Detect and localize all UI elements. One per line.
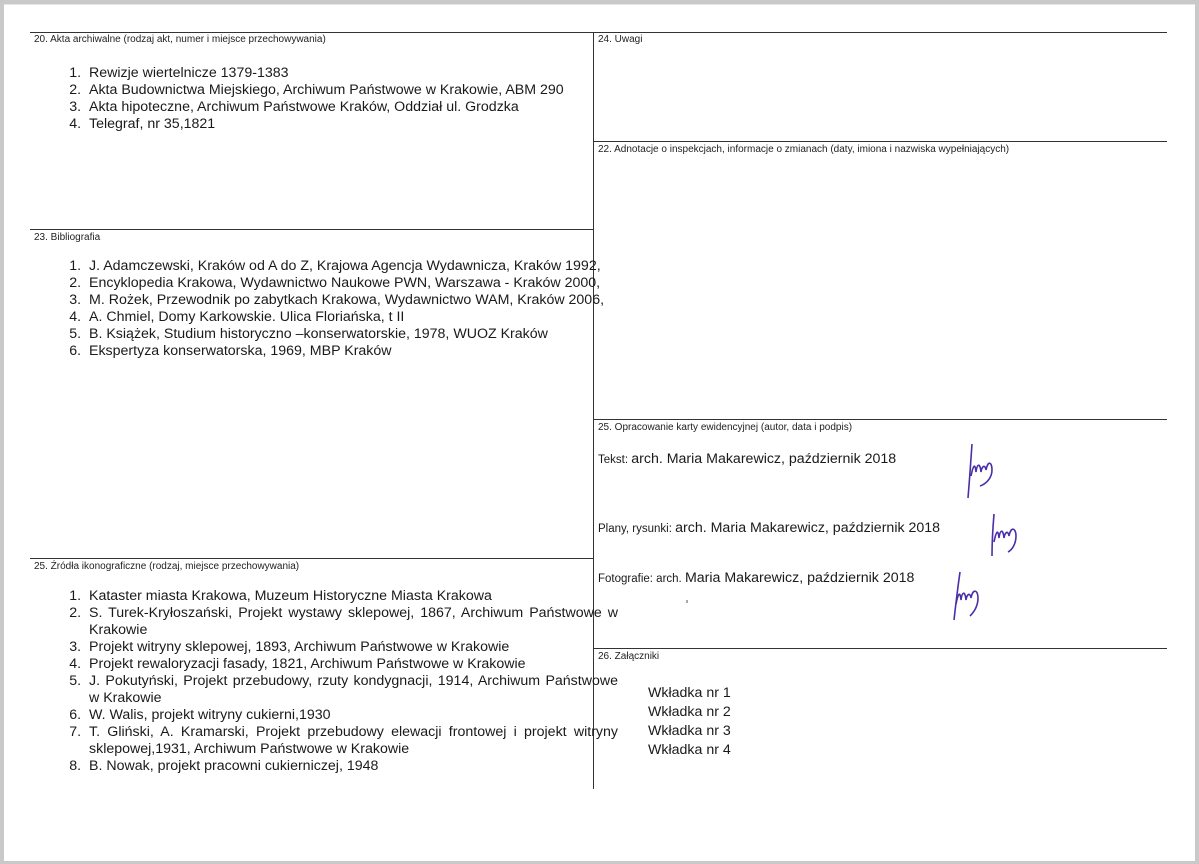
rule-iconographic — [30, 558, 593, 559]
bibliography-item: 5. B. Książek, Studium historyczno –konserwatorskie, 1978, WUOZ Kraków — [85, 326, 618, 343]
archive-item: 3. Akta hipoteczne, Archiwum Państwowe Kraków, Oddział ul. Grodzka — [85, 99, 618, 116]
iconographic-item: 5. J. Pokutyński, Projekt przebudowy, rzuty kondygnacji, 1914, Archiwum Państwowe w Krakowie — [85, 673, 618, 707]
attachment-item: Wkładka nr 3 — [648, 723, 731, 739]
photos-author-value: Maria Makarewicz, październik 2018 — [684, 570, 915, 586]
rule-annotations — [594, 141, 1167, 142]
bibliography-item: 1. J. Adamczewski, Kraków od A do Z, Krajowa Agencja Wydawnicza, Kraków 1992, — [85, 258, 618, 275]
signature-1 — [962, 436, 1012, 502]
bibliography-list — [30, 258, 618, 360]
bibliography-item: 3. M. Rożek, Przewodnik po zabytkach Krakowa, Wydawnictwo WAM, Kraków 2006, — [85, 292, 618, 309]
paper-speck — [686, 600, 688, 603]
photos-author-prefix: Fotografie: arch. — [598, 573, 685, 585]
text-author-prefix: Tekst: — [598, 454, 632, 466]
iconographic-item: 6. W. Walis, projekt witryny cukierni,1930 — [85, 707, 618, 724]
photos-author-line — [598, 569, 914, 587]
plans-author-line — [598, 519, 940, 537]
bibliography-label: 23. Bibliografia — [34, 232, 101, 243]
signature-2 — [986, 508, 1032, 560]
rule-card — [594, 419, 1167, 420]
text-author-value: arch. Maria Makarewicz, październik 2018 — [631, 451, 897, 467]
bibliography-item: 4. A. Chmiel, Domy Karkowskie. Ulica Floriańska, t II — [85, 309, 618, 326]
rule-top-left — [30, 32, 593, 33]
attachment-item: Wkładka nr 4 — [648, 742, 731, 758]
rule-top-right — [594, 32, 1167, 33]
archives-label: 20. Akta archiwalne (rodzaj akt, numer i miejsce przechowywania) — [34, 34, 326, 45]
iconographic-item: 3. Projekt witryny sklepowej, 1893, Archiwum Państwowe w Krakowie — [85, 639, 618, 656]
rule-bibliography — [30, 229, 593, 230]
attachments-label: 26. Załączniki — [598, 651, 660, 662]
rule-attachments — [594, 648, 1167, 649]
card-label: 25. Opracowanie karty ewidencyjnej (autor, data i podpis) — [598, 422, 853, 433]
iconographic-list — [30, 588, 618, 775]
archive-item: 1. Rewizje wiertelnicze 1379-1383 — [85, 65, 618, 82]
iconographic-label: 25. Źródła ikonograficzne (rodzaj, miejsce przechowywania) — [34, 561, 300, 572]
archive-item: 4. Telegraf, nr 35,1821 — [85, 116, 618, 133]
iconographic-item: 4. Projekt rewaloryzacji fasady, 1821, Archiwum Państwowe w Krakowie — [85, 656, 618, 673]
plans-author-value: arch. Maria Makarewicz, październik 2018 — [675, 520, 941, 536]
archive-item: 2. Akta Budownictwa Miejskiego, Archiwum Państwowe w Krakowie, ABM 290 — [85, 82, 618, 99]
bibliography-item: 6. Ekspertyza konserwatorska, 1969, MBP Kraków — [85, 343, 618, 360]
iconographic-item: 2. S. Turek-Kryłoszański, Projekt wystawy sklepowej, 1867, Archiwum Państwowe w Krakowie — [85, 605, 618, 639]
text-author-line — [598, 450, 896, 468]
iconographic-item: 7. T. Gliński, A. Kramarski, Projekt przebudowy elewacji frontowej i projekt witryny sklepowej,1931, Archiwum Państwowe w Krakowie — [85, 724, 618, 758]
signature-3 — [946, 568, 996, 628]
iconographic-item: 1. Kataster miasta Krakowa, Muzeum Historyczne Miasta Krakowa — [85, 588, 618, 605]
attachments-list — [648, 684, 731, 760]
attachment-item: Wkładka nr 2 — [648, 704, 731, 720]
remarks-label: 24. Uwagi — [598, 34, 643, 45]
bibliography-item: 2. Encyklopedia Krakowa, Wydawnictwo Naukowe PWN, Warszawa - Kraków 2000, — [85, 275, 618, 292]
attachment-item: Wkładka nr 1 — [648, 685, 731, 701]
archives-list — [30, 65, 618, 133]
iconographic-item: 8. B. Nowak, projekt pracowni cukierniczej, 1948 — [85, 758, 618, 775]
plans-author-prefix: Plany, rysunki: — [598, 523, 676, 535]
annotations-label: 22. Adnotacje o inspekcjach, informacje o zmianach (daty, imiona i nazwiska wypełniających) — [598, 144, 1010, 155]
